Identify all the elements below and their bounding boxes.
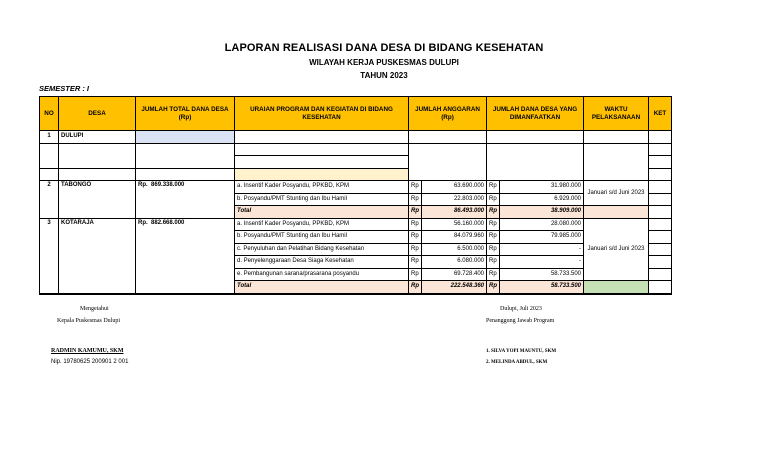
col-header-waktu: WAKTU PELAKSANAAN <box>584 97 649 131</box>
row-waktu: Januari s/d Juni 2023 <box>584 181 649 206</box>
row-anggaran: 22.803.000 <box>422 193 487 206</box>
report-subtitle: WILAYAH KERJA PUSKESMAS DULUPI <box>309 58 459 67</box>
table-row: b. Posyandu/PMT Stunting dan Ibu Hamil Rp 84.079.960 Rp 79.985.000 <box>40 231 672 244</box>
row-desa: KOTARAJA <box>59 218 136 294</box>
table-row: c. Penyuluhan dan Pelatihan Bidang Kesehatan Rp 6.500.000 Rp - <box>40 243 672 256</box>
total-row: Total Rp 222.548.360 Rp 58.733.500 <box>40 281 672 294</box>
row-uraian: c. Penyuluhan dan Pelatihan Bidang Kesehatan <box>235 243 409 256</box>
table-row: 2 TABONGO Rp. 869.338.000 a. Insentif Kader Posyandu, PPKBD, KPM Rp 63.690.000 Rp 31.980.000 Januari s/d Juni 2023 <box>40 181 672 194</box>
sig-right-name2: 2. MELINDA ABDUL, SKM <box>486 360 548 365</box>
col-header-uraian: URAIAN PROGRAM DAN KEGIATAN DI BIDANG KESEHATAN <box>235 97 409 131</box>
row-uraian: e. Pembangunan sarana/prasarana posyandu <box>235 268 409 281</box>
row-no: 1 <box>40 131 59 144</box>
sig-left-line2: Kepala Puskesmas Dulupi <box>57 318 120 324</box>
row-anggaran: 69.728.400 <box>422 268 487 281</box>
col-header-anggaran: JUMLAH ANGGARAN (Rp) <box>409 97 487 131</box>
table-row: b. Posyandu/PMT Stunting dan Ibu Hamil Rp 22.803.000 Rp 6.929.000 <box>40 193 672 206</box>
row-anggaran: 84.079.960 <box>422 231 487 244</box>
sig-left-name: RADMIN KAMUMU, SKM <box>51 348 124 354</box>
total-dimanfaatkan: 38.909.000 <box>500 206 584 219</box>
row-dimanfaatkan: 79.985.000 <box>500 231 584 244</box>
sig-right-line1: Dulupi, Juli 2023 <box>500 306 542 312</box>
row-uraian: a. Insentif Kader Posyandu, PPKBD, KPM <box>235 218 409 231</box>
row-uraian: b. Posyandu/PMT Stunting dan Ibu Hamil <box>235 231 409 244</box>
col-header-desa: DESA <box>59 97 136 131</box>
report-year: TAHUN 2023 <box>360 71 408 80</box>
total-row: Total Rp 86.493.000 Rp 38.909.000 <box>40 206 672 219</box>
row-waktu: Januari s/d Juni 2023 <box>584 218 649 281</box>
row-uraian: b. Posyandu/PMT Stunting dan Ibu Hamil <box>235 193 409 206</box>
row-no: 2 <box>40 181 59 219</box>
sig-left-line1: Mengetahui <box>80 306 109 312</box>
table-row <box>40 131 672 144</box>
table-row: e. Pembangunan sarana/prasarana posyandu Rp 69.728.400 Rp 58.733.500 <box>40 268 672 281</box>
total-anggaran: 86.493.000 <box>422 206 487 219</box>
row-anggaran: 56.160.000 <box>422 218 487 231</box>
row-dimanfaatkan: 28.080.000 <box>500 218 584 231</box>
sig-left-nip: Nip. 19780625 200901 2 001 <box>51 359 129 365</box>
row-dimanfaatkan: - <box>500 243 584 256</box>
row-no: 3 <box>40 218 59 294</box>
realization-table <box>39 96 672 295</box>
total-anggaran: 222.548.360 <box>422 281 487 294</box>
row-dimanfaatkan: 58.733.500 <box>500 268 584 281</box>
row-total-dana: Rp. 882.668.000 <box>136 218 235 294</box>
table-row: d. Penyelenggaraan Desa Siaga Kesehatan Rp 6.080.000 Rp - <box>40 256 672 269</box>
report-title: LAPORAN REALISASI DANA DESA DI BIDANG KESEHATAN <box>224 42 544 54</box>
table-header-row <box>40 97 672 131</box>
col-header-total-dana: JUMLAH TOTAL DANA DESA (Rp) <box>136 97 235 131</box>
table-row: 3 KOTARAJA Rp. 882.668.000 a. Insentif Kader Posyandu, PPKBD, KPM Rp 56.160.000 Rp 28.080.000 Januari s/d Juni 2023 <box>40 218 672 231</box>
row-anggaran: 6.500.000 <box>422 243 487 256</box>
row-anggaran: 63.690.000 <box>422 181 487 194</box>
col-header-dimanfaatkan: JUMLAH DANA DESA YANG DIMANFAATKAN <box>487 97 584 131</box>
col-header-no: NO <box>40 97 59 131</box>
col-header-ket: KET <box>649 97 672 131</box>
sig-right-line2: Penanggung Jawab Program <box>486 318 555 324</box>
sig-right-name1: 1. SILVA YOPI MAUNTU, SKM <box>486 349 557 354</box>
row-dimanfaatkan: 6.929.000 <box>500 193 584 206</box>
semester-label: SEMESTER : I <box>39 84 90 93</box>
row-uraian: d. Penyelenggaraan Desa Siaga Kesehatan <box>235 256 409 269</box>
table-row <box>40 143 672 156</box>
row-total-dana: Rp. 869.338.000 <box>136 181 235 219</box>
row-uraian: a. Insentif Kader Posyandu, PPKBD, KPM <box>235 181 409 194</box>
row-dimanfaatkan: - <box>500 256 584 269</box>
row-dimanfaatkan: 31.980.000 <box>500 181 584 194</box>
total-dimanfaatkan: 58.733.500 <box>500 281 584 294</box>
row-desa: TABONGO <box>59 181 136 219</box>
row-desa: DULUPI <box>59 131 136 144</box>
row-anggaran: 6.080.000 <box>422 256 487 269</box>
